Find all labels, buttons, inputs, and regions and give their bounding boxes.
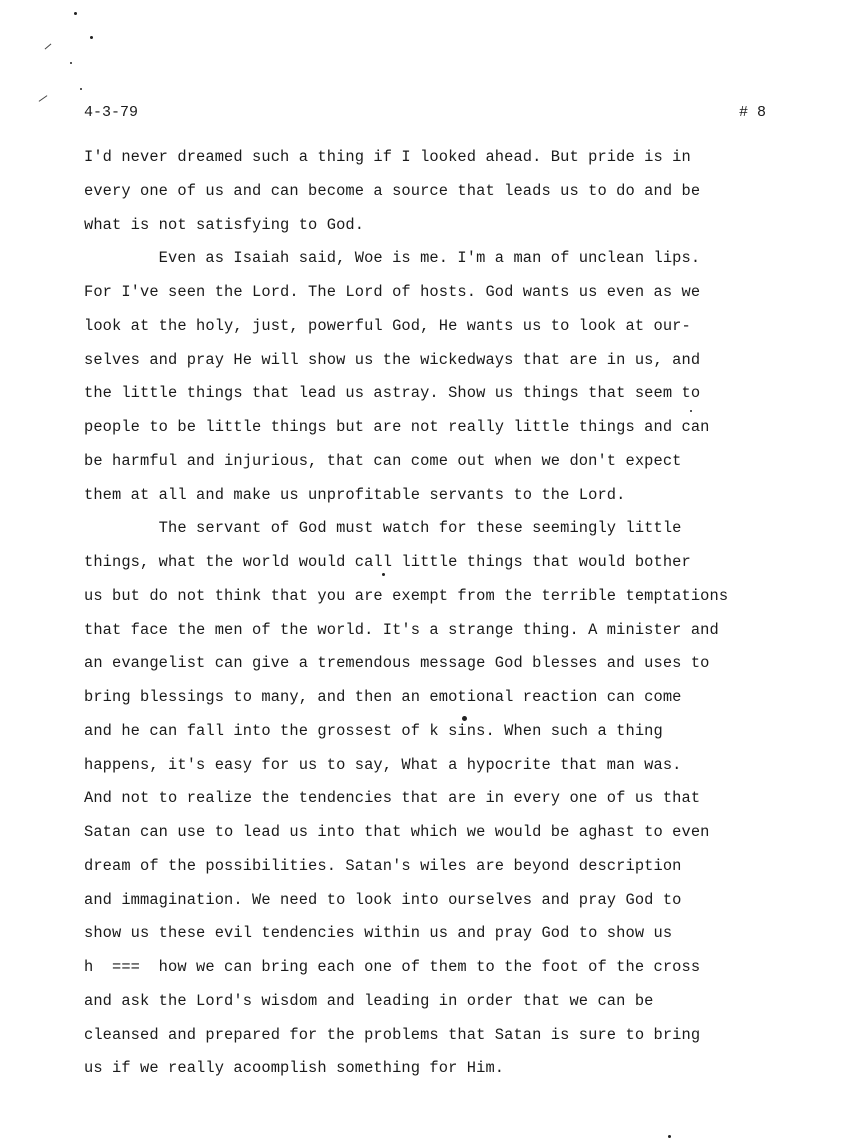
- text-line: and ask the Lord's wisdom and leading in order that we can be: [84, 991, 654, 1010]
- text-line: that face the men of the world. It's a strange thing. A minister and: [84, 620, 719, 639]
- text-line: For I've seen the Lord. The Lord of hosts. God wants us even as we: [84, 283, 701, 301]
- text-line: an evangelist can give a tremendous message God blesses and uses to: [84, 654, 710, 673]
- text-line: things, what the world would call little things that would bother: [84, 553, 691, 571]
- scan-speck: [80, 88, 82, 90]
- scan-speck: [668, 1135, 671, 1138]
- scan-speck: [690, 410, 692, 412]
- text-line: people to be little things but are not really little things and can: [84, 418, 710, 436]
- text-line: selves and pray He will show us the wickedways that are in us, and: [84, 350, 701, 369]
- scan-speck: [382, 573, 385, 576]
- text-line: I'd never dreamed such a thing if I looked ahead. But pride is in: [84, 148, 691, 166]
- text-line: and immagination. We need to look into ourselves and pray God to: [84, 890, 682, 909]
- text-line: us but do not think that you are exempt from the terrible temptations: [84, 586, 729, 605]
- text-line: us if we really acoomplish something for Him.: [84, 1059, 505, 1078]
- text-line: And not to realize the tendencies that are in every one of us that: [84, 789, 701, 808]
- text-line: Satan can use to lead us into that which we would be aghast to even: [84, 823, 710, 841]
- scan-speck: [74, 12, 77, 15]
- scan-speck: [462, 716, 467, 721]
- text-line: The servant of God must watch for these seemingly little: [84, 519, 682, 538]
- text-line: bring blessings to many, and then an emotional reaction can come: [84, 688, 682, 706]
- text-line: happens, it's easy for us to say, What a hypocrite that man was.: [84, 755, 682, 774]
- page-number: # 8: [738, 104, 766, 121]
- text-line: them at all and make us unprofitable servants to the Lord.: [84, 485, 626, 504]
- page-date: 4-3-79: [84, 104, 139, 121]
- text-line: look at the holy, just, powerful God, He wants us to look at our-: [84, 316, 691, 335]
- text-line: the little things that lead us astray. Show us things that seem to: [84, 384, 701, 403]
- text-line: every one of us and can become a source that leads us to do and be: [84, 181, 701, 200]
- text-line: h === how we can bring each one of them to the foot of the cross: [84, 958, 701, 976]
- text-line: be harmful and injurious, that can come out when we don't expect: [84, 451, 682, 470]
- text-line: what is not satisfying to God.: [84, 215, 365, 234]
- text-line: dream of the possibilities. Satan's wiles are beyond description: [84, 856, 682, 875]
- scan-mark: [45, 44, 52, 50]
- page-header: [84, 104, 766, 128]
- text-line: cleansed and prepared for the problems that Satan is sure to bring: [84, 1025, 701, 1044]
- scan-mark: [39, 95, 48, 102]
- scan-speck: [90, 36, 93, 39]
- text-line: Even as Isaiah said, Woe is me. I'm a man of unclean lips.: [84, 249, 701, 268]
- text-line: show us these evil tendencies within us and pray God to show us: [84, 924, 673, 943]
- text-line: and he can fall into the grossest of k sins. When such a thing: [84, 721, 663, 740]
- scan-speck: [70, 62, 72, 64]
